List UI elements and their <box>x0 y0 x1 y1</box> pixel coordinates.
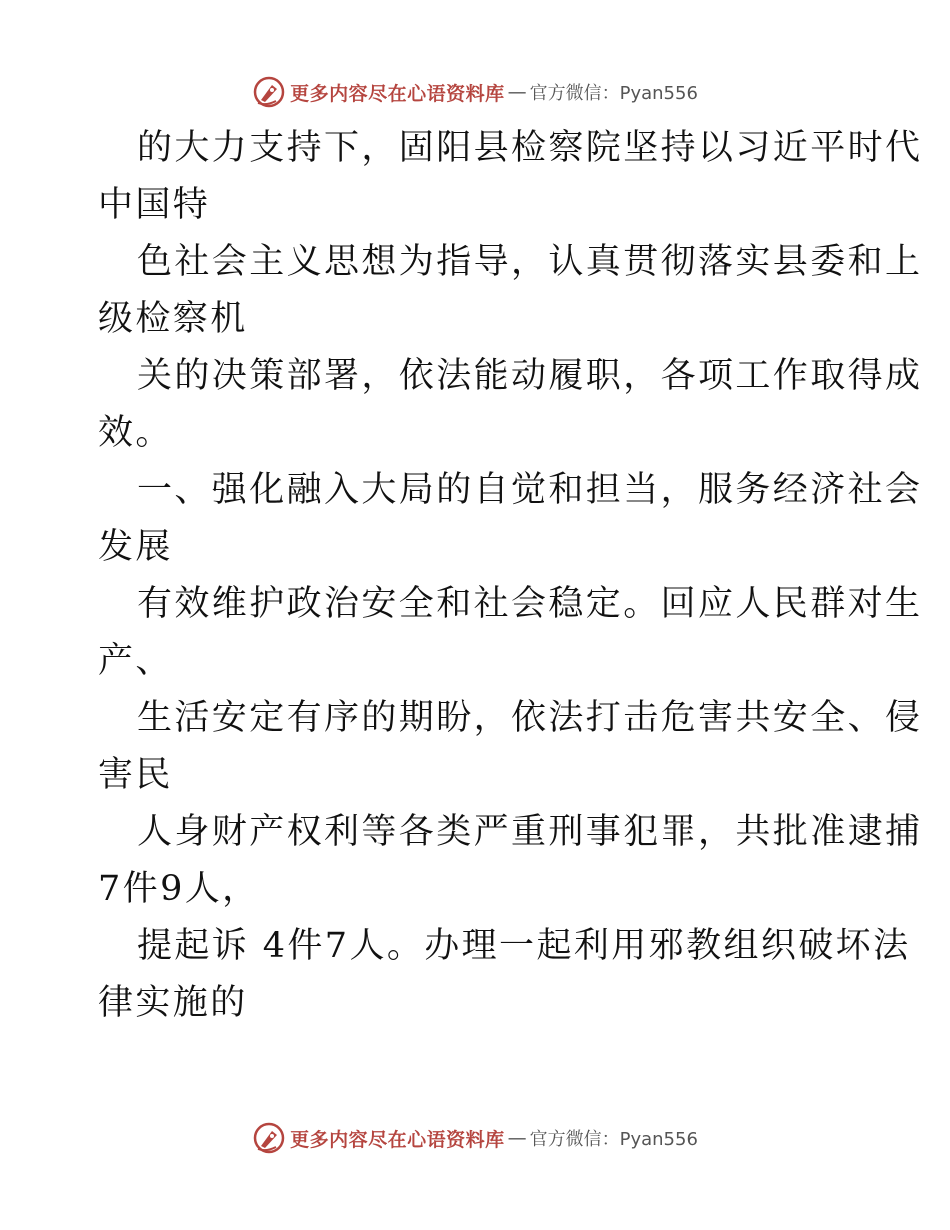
body-line: 发展 <box>98 527 173 567</box>
body-line: 提起诉 4件7人。办理一起利用邪教组织破坏法 <box>137 926 911 966</box>
body-line: 生活安定有序的期盼，依法打击危害共安全、侵 <box>137 698 923 738</box>
footer-dash: — <box>507 1127 527 1149</box>
pen-nib-logo-icon <box>252 75 286 109</box>
header-dash: — <box>507 81 527 103</box>
body-line: 有效维护政治安全和社会稳定。回应人民群对生 <box>137 584 923 624</box>
body-line: 人身财产权利等各类严重刑事犯罪，共批准逮捕 <box>137 812 923 852</box>
footer-watermark <box>0 1118 950 1158</box>
header-watermark <box>0 72 950 112</box>
header-contact-text: 官方微信：Pyan556 <box>529 83 698 104</box>
body-line: 产、 <box>98 641 173 681</box>
body-line: 7件9人， <box>98 869 260 909</box>
footer-contact-text: 官方微信：Pyan556 <box>529 1129 698 1150</box>
body-line: 害民 <box>98 755 173 795</box>
header-brand-text: 更多内容尽在心语资料库 <box>290 82 505 105</box>
body-line: 级检察机 <box>98 299 248 339</box>
document-body <box>98 120 923 1032</box>
body-line: 的大力支持下，固阳县检察院坚持以习近平时代 <box>137 128 923 168</box>
body-line: 关的决策部署，依法能动履职，各项工作取得成 <box>137 356 923 396</box>
body-line: 一、强化融入大局的自觉和担当，服务经济社会 <box>137 470 923 510</box>
pen-nib-logo-icon <box>252 1121 286 1155</box>
body-line: 律实施的 <box>98 983 248 1023</box>
footer-brand-text: 更多内容尽在心语资料库 <box>290 1128 505 1151</box>
body-line: 中国特 <box>98 185 211 225</box>
body-line: 色社会主义思想为指导，认真贯彻落实县委和上 <box>137 242 923 282</box>
body-line: 效。 <box>98 413 173 453</box>
